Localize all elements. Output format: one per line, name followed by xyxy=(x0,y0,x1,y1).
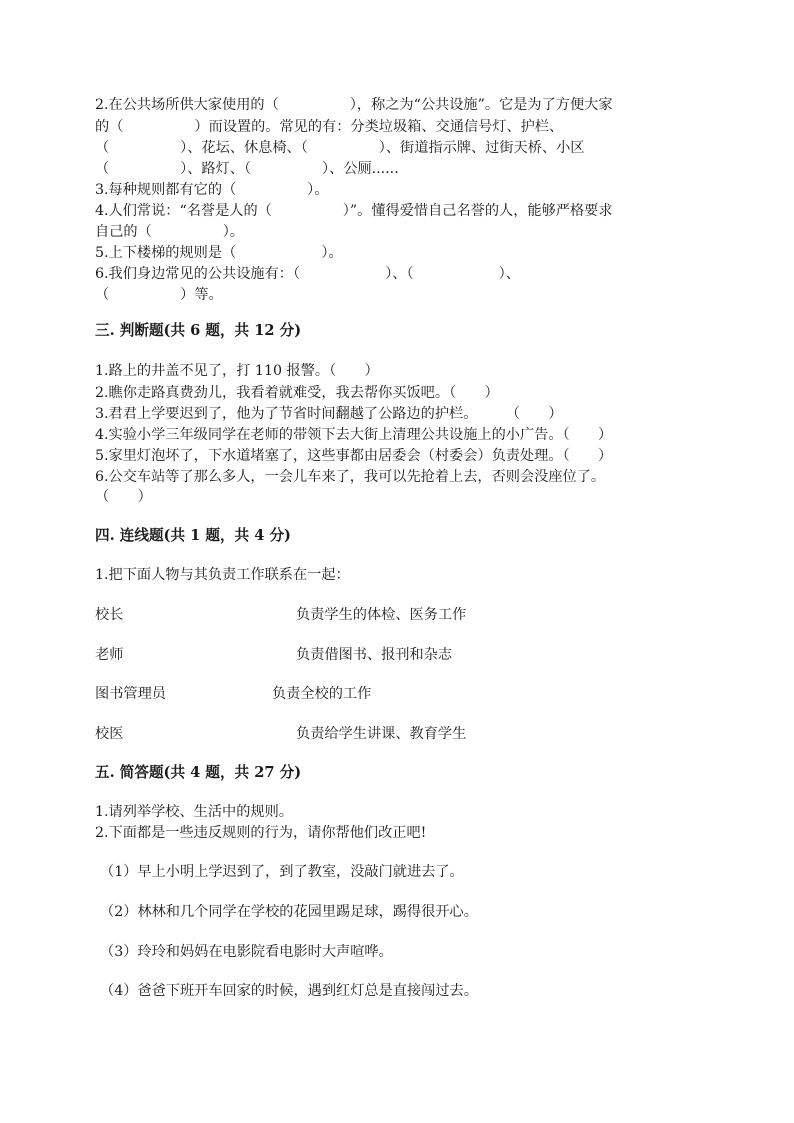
fill-blank-line: 的（ ）而设置的。常见的有：分类垃圾箱、交通信号灯、护栏、 xyxy=(95,119,564,135)
matching-right-item: 负责借图书、报刊和杂志 xyxy=(296,647,453,663)
matching-left-item: 老师 xyxy=(95,647,124,663)
short-answer-subquestion: （2）林林和几个同学在学校的花园里踢足球，踢得很开心。 xyxy=(100,904,478,920)
short-answer-question: 1.请列举学校、生活中的规则。 xyxy=(95,804,293,820)
judgement-item-answer: （ ） xyxy=(95,489,152,505)
matching-left-item: 校医 xyxy=(95,726,124,742)
short-answer-question: 2.下面都是一些违反规则的行为，请你帮他们改正吧! xyxy=(95,825,427,841)
judgement-item: 3.君君上学要迟到了，他为了节省时间翻越了公路边的护栏。 （ ） xyxy=(95,406,563,422)
fill-blank-line: 4.人们常说：“名誉是人的（ ）”。懂得爱惜自己名誉的人，能够严格要求 xyxy=(95,203,613,219)
short-answer-subquestion: （4）爸爸下班开车回家的时候，遇到红灯总是直接闯过去。 xyxy=(100,983,478,999)
judgement-item: 5.家里灯泡坏了，下水道堵塞了，这些事都由居委会（村委会）负责处理。（ ） xyxy=(95,448,613,464)
fill-blank-line: （ ）、路灯、（ ）、公厕...... xyxy=(95,161,399,177)
fill-blank-line: 3.每种规则都有它的（ ）。 xyxy=(95,182,329,198)
judgement-item: 1.路上的井盖不见了，打 110 报警。（ ） xyxy=(95,363,379,379)
matching-left-item: 校长 xyxy=(95,607,124,623)
fill-blank-line: （ ）、花坛、休息椅、（ ）、街道指示牌、过街天桥、小区 xyxy=(95,140,585,156)
short-answer-subquestion: （1）早上小明上学迟到了，到了教室，没敲门就进去了。 xyxy=(100,864,464,880)
section-heading-short-answer: 五. 简答题(共 4 题，共 27 分) xyxy=(95,764,302,781)
judgement-item: 2.瞧你走路真费劲儿，我看着就难受，我去帮你买饭吧。（ ） xyxy=(95,385,499,401)
judgement-item: 6.公交车站等了那么多人，一会儿车来了，我可以先抢着上去，否则会没座位了。 xyxy=(95,469,606,485)
fill-blank-line: 自己的（ ）。 xyxy=(95,224,244,240)
matching-left-item: 图书管理员 xyxy=(95,686,166,702)
section-heading-judgement: 三. 判断题(共 6 题，共 12 分) xyxy=(95,322,302,339)
matching-question: 1.把下面人物与其负责工作联系在一起： xyxy=(95,567,350,583)
judgement-item: 4.实验小学三年级同学在老师的带领下去大街上清理公共设施上的小广告。（ ） xyxy=(95,427,613,443)
short-answer-subquestion: （3）玲玲和妈妈在电影院看电影时大声喧哗。 xyxy=(100,944,393,960)
fill-blank-line: 5.上下楼梯的规则是（ ）。 xyxy=(95,245,343,261)
matching-right-item: 负责全校的工作 xyxy=(272,686,372,702)
fill-blank-line: （ ）等。 xyxy=(95,287,223,303)
matching-right-item: 负责给学生讲课、教育学生 xyxy=(296,726,467,742)
matching-right-item: 负责学生的体检、医务工作 xyxy=(296,607,467,623)
section-heading-matching: 四. 连线题(共 1 题，共 4 分) xyxy=(95,527,291,544)
fill-blank-line: 6.我们身边常见的公共设施有：（ ）、（ ）、 xyxy=(95,266,520,282)
fill-blank-line: 2.在公共场所供大家使用的（ ），称之为“公共设施”。它是为了方便大家 xyxy=(95,97,613,113)
